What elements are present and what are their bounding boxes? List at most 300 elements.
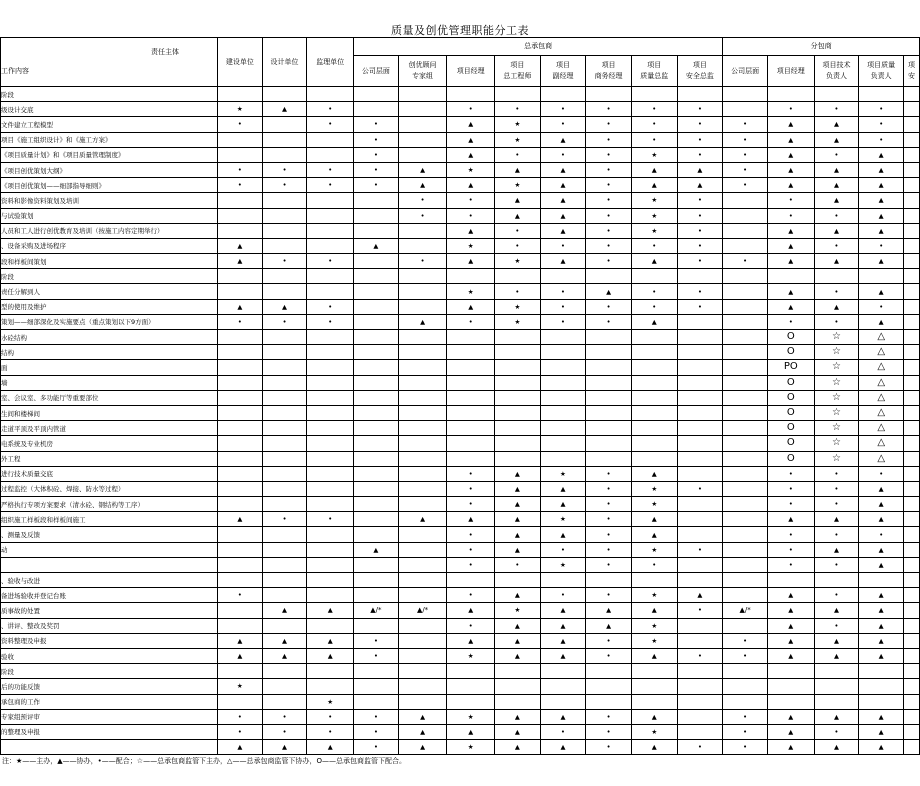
table-cell: • (398, 254, 447, 269)
table-cell (586, 375, 632, 390)
table-cell (723, 664, 768, 679)
row-label (1, 740, 218, 755)
table-cell (217, 405, 262, 420)
table-cell: ▲ (540, 527, 586, 542)
row-label: 水砼结构 (1, 330, 218, 345)
table-cell: • (677, 603, 723, 618)
table-cell: ▲ (767, 147, 814, 162)
table-cell: ▲ (495, 481, 541, 496)
table-cell: ▲ (354, 238, 399, 253)
table-row (1, 618, 920, 633)
header-line-2: 总工程师 (503, 72, 532, 80)
table-cell (307, 375, 354, 390)
table-cell: • (767, 497, 814, 512)
table-cell (586, 345, 632, 360)
table-cell: • (814, 314, 859, 329)
table-cell: ★ (631, 223, 677, 238)
table-row (1, 542, 920, 557)
table-cell (723, 405, 768, 420)
table-row (1, 193, 920, 208)
table-cell (307, 679, 354, 694)
table-cell (631, 679, 677, 694)
table-cell (217, 466, 262, 481)
table-cell: ▲ (540, 254, 586, 269)
table-cell (723, 299, 768, 314)
table-cell: • (631, 102, 677, 117)
table-cell: ▲ (814, 709, 859, 724)
table-cell: • (631, 238, 677, 253)
table-cell (217, 694, 262, 709)
table-cell (398, 633, 447, 648)
table-cell: ▲ (631, 527, 677, 542)
table-cell (447, 345, 495, 360)
table-cell: • (447, 527, 495, 542)
table-cell (398, 132, 447, 147)
table-cell (495, 345, 541, 360)
table-cell (904, 481, 920, 496)
table-cell (586, 405, 632, 420)
table-cell (307, 405, 354, 420)
table-cell: ▲ (767, 132, 814, 147)
table-cell: ▲ (631, 709, 677, 724)
page-title: 质量及创优管理职能分工表 (391, 24, 529, 37)
table-cell (398, 147, 447, 162)
table-cell (631, 573, 677, 588)
table-row (1, 588, 920, 603)
table-cell (495, 694, 541, 709)
table-cell: ▲ (398, 724, 447, 739)
table-cell (540, 451, 586, 466)
table-cell (904, 573, 920, 588)
table-cell (677, 421, 723, 436)
table-cell (217, 193, 262, 208)
table-cell (262, 573, 307, 588)
table-cell: • (586, 709, 632, 724)
table-cell (217, 147, 262, 162)
table-cell: ★ (631, 147, 677, 162)
table-cell: ▲ (859, 147, 904, 162)
table-cell (631, 269, 677, 284)
table-cell: ▲ (495, 709, 541, 724)
header-group-subcontractor: 分包商 (723, 38, 920, 56)
table-cell (354, 208, 399, 223)
table-cell (904, 208, 920, 223)
table-cell: ▲ (540, 633, 586, 648)
table-cell (354, 618, 399, 633)
table-cell: • (307, 254, 354, 269)
table-cell (677, 466, 723, 481)
table-cell: • (586, 254, 632, 269)
table-cell: ▲ (495, 512, 541, 527)
table-cell: ▲ (767, 284, 814, 299)
table-cell (677, 679, 723, 694)
table-cell: ★ (631, 481, 677, 496)
table-cell (723, 193, 768, 208)
table-cell (677, 664, 723, 679)
table-cell (217, 360, 262, 375)
table-cell: ▲ (586, 603, 632, 618)
table-row (1, 284, 920, 299)
row-label: 、验收与改进 (1, 573, 218, 588)
header-gc-col-2 (398, 56, 447, 87)
table-cell (307, 451, 354, 466)
table-cell (540, 405, 586, 420)
table-cell: • (814, 208, 859, 223)
table-cell (262, 542, 307, 557)
table-cell (354, 390, 399, 405)
table-cell (586, 451, 632, 466)
table-cell: ▲ (217, 254, 262, 269)
table-cell: ★ (631, 724, 677, 739)
table-cell (677, 573, 723, 588)
table-cell: ▲ (767, 299, 814, 314)
table-cell (586, 390, 632, 405)
table-cell: ★ (447, 284, 495, 299)
header-gc-col-5 (540, 56, 586, 87)
table-cell: O (767, 436, 814, 451)
table-cell (217, 87, 262, 102)
table-cell: ▲ (495, 633, 541, 648)
table-cell: • (677, 132, 723, 147)
table-cell (262, 421, 307, 436)
table-cell: • (859, 527, 904, 542)
row-label: 责任分解到人 (1, 284, 218, 299)
table-cell: ▲ (540, 178, 586, 193)
header-line-1: 项目质量 (867, 61, 896, 69)
row-label: 、讲评、整改及奖罚 (1, 618, 218, 633)
table-cell: • (723, 147, 768, 162)
table-cell (398, 466, 447, 481)
table-cell: △ (859, 451, 904, 466)
table-cell (217, 618, 262, 633)
table-cell (262, 618, 307, 633)
table-cell: ▲ (398, 162, 447, 177)
table-row (1, 436, 920, 451)
table-cell: ▲ (307, 603, 354, 618)
table-cell: • (307, 162, 354, 177)
table-cell (307, 284, 354, 299)
table-cell: ▲ (262, 299, 307, 314)
table-cell (677, 633, 723, 648)
table-cell: • (586, 557, 632, 572)
table-cell: • (677, 284, 723, 299)
table-cell: ★ (447, 709, 495, 724)
table-cell: • (631, 557, 677, 572)
table-cell (307, 147, 354, 162)
row-label: 备进场验收并登记台账 (1, 588, 218, 603)
table-cell: ▲ (631, 466, 677, 481)
table-cell (217, 451, 262, 466)
table-cell (540, 421, 586, 436)
table-cell (398, 375, 447, 390)
table-cell (904, 269, 920, 284)
table-cell (904, 147, 920, 162)
table-row (1, 299, 920, 314)
table-cell (307, 481, 354, 496)
table-cell: ▲ (217, 238, 262, 253)
table-cell: ▲ (447, 512, 495, 527)
table-cell: • (814, 527, 859, 542)
table-cell: • (447, 481, 495, 496)
table-cell: • (262, 314, 307, 329)
table-cell (217, 269, 262, 284)
table-cell: ▲ (767, 238, 814, 253)
header-group-general-contractor: 总承包商 (354, 38, 723, 56)
table-row (1, 102, 920, 117)
table-cell: • (495, 284, 541, 299)
table-cell: ▲ (767, 603, 814, 618)
table-cell (262, 360, 307, 375)
table-cell (447, 405, 495, 420)
table-cell (495, 679, 541, 694)
table-row (1, 238, 920, 253)
table-cell (217, 664, 262, 679)
header-line-2: 负责人 (825, 72, 847, 80)
table-cell: • (540, 117, 586, 132)
table-cell: • (586, 117, 632, 132)
table-cell: ▲ (398, 709, 447, 724)
table-cell: ▲ (631, 648, 677, 663)
table-cell: • (354, 147, 399, 162)
header-line-1: 项目 (692, 61, 707, 69)
table-cell: ▲ (859, 314, 904, 329)
table-cell: • (814, 147, 859, 162)
table-cell: ▲ (495, 648, 541, 663)
table-cell (447, 573, 495, 588)
table-cell (354, 223, 399, 238)
table-cell (354, 102, 399, 117)
table-cell: • (767, 102, 814, 117)
table-cell (354, 284, 399, 299)
table-cell (677, 497, 723, 512)
table-cell: • (677, 238, 723, 253)
table-cell: • (723, 178, 768, 193)
table-cell (904, 542, 920, 557)
table-cell: ▲ (631, 162, 677, 177)
table-cell: • (307, 709, 354, 724)
table-cell: ▲ (495, 740, 541, 755)
table-cell: • (217, 162, 262, 177)
table-cell: ▲ (767, 512, 814, 527)
table-cell (723, 314, 768, 329)
table-cell (586, 694, 632, 709)
table-cell (540, 664, 586, 679)
table-cell (904, 497, 920, 512)
table-cell (723, 618, 768, 633)
table-cell: ▲ (495, 542, 541, 557)
table-cell: ▲ (217, 299, 262, 314)
table-cell (723, 466, 768, 481)
table-cell (398, 573, 447, 588)
table-cell: • (677, 147, 723, 162)
table-cell: ▲ (814, 542, 859, 557)
table-cell (307, 208, 354, 223)
table-cell (217, 345, 262, 360)
table-cell (262, 223, 307, 238)
table-cell: ▲ (447, 223, 495, 238)
header-line-1: 公司层面 (361, 66, 390, 75)
table-cell: • (586, 648, 632, 663)
table-cell: ▲ (398, 314, 447, 329)
table-cell (354, 314, 399, 329)
table-cell (540, 375, 586, 390)
table-cell (354, 573, 399, 588)
table-cell (814, 694, 859, 709)
table-cell (586, 679, 632, 694)
table-cell (447, 664, 495, 679)
table-row (1, 466, 920, 481)
table-cell: ★ (495, 178, 541, 193)
table-cell (398, 664, 447, 679)
table-cell (307, 618, 354, 633)
table-cell: ▲ (354, 542, 399, 557)
header-line-2: 副经理 (552, 72, 574, 80)
table-cell (540, 573, 586, 588)
table-cell: △ (859, 405, 904, 420)
table-cell: ▲ (495, 618, 541, 633)
table-cell: ▲ (447, 254, 495, 269)
table-cell (904, 223, 920, 238)
table-cell: ▲ (217, 740, 262, 755)
table-cell: • (447, 557, 495, 572)
table-cell (677, 436, 723, 451)
table-cell: • (540, 588, 586, 603)
table-cell: • (859, 102, 904, 117)
table-cell: ★ (540, 512, 586, 527)
table-cell: ▲ (217, 512, 262, 527)
table-cell (262, 345, 307, 360)
table-cell (495, 390, 541, 405)
table-cell (398, 648, 447, 663)
table-cell (723, 557, 768, 572)
table-row (1, 512, 920, 527)
table-cell: • (495, 238, 541, 253)
table-cell: ▲/* (723, 603, 768, 618)
table-cell: • (540, 314, 586, 329)
table-cell: O (767, 405, 814, 420)
header-line-1: 项目 (510, 61, 525, 69)
table-cell (540, 436, 586, 451)
table-row (1, 648, 920, 663)
table-cell: • (677, 648, 723, 663)
table-cell: ▲ (398, 740, 447, 755)
table-cell (262, 497, 307, 512)
table-cell: ★ (631, 588, 677, 603)
table-cell: ▲ (217, 633, 262, 648)
table-cell (262, 208, 307, 223)
table-cell: • (307, 314, 354, 329)
table-row (1, 269, 920, 284)
table-cell (586, 664, 632, 679)
table-cell: • (723, 709, 768, 724)
table-cell: • (631, 117, 677, 132)
table-cell (354, 557, 399, 572)
table-cell: ▲ (540, 618, 586, 633)
table-cell (217, 436, 262, 451)
table-cell (307, 132, 354, 147)
table-cell: ▲ (262, 740, 307, 755)
table-cell: • (814, 588, 859, 603)
table-cell (677, 512, 723, 527)
table-cell: ▲/* (354, 603, 399, 618)
table-cell (262, 451, 307, 466)
table-cell (398, 694, 447, 709)
table-cell: • (586, 193, 632, 208)
table-row (1, 724, 920, 739)
table-cell (398, 238, 447, 253)
table-cell: • (495, 147, 541, 162)
table-cell: • (767, 481, 814, 496)
table-cell: ▲ (859, 709, 904, 724)
table-cell: • (631, 299, 677, 314)
table-cell: ★ (447, 162, 495, 177)
table-cell (723, 451, 768, 466)
table-cell: ▲ (262, 603, 307, 618)
table-cell: ▲ (540, 132, 586, 147)
header-line-1: 项目 (647, 61, 662, 69)
table-cell: • (262, 178, 307, 193)
table-cell: • (354, 117, 399, 132)
table-cell: • (495, 557, 541, 572)
table-cell: ▲ (767, 223, 814, 238)
table-cell: ▲ (677, 162, 723, 177)
table-cell (767, 694, 814, 709)
table-cell (398, 330, 447, 345)
table-cell: ▲ (586, 284, 632, 299)
table-cell (904, 238, 920, 253)
table-cell (904, 299, 920, 314)
table-cell: ★ (447, 740, 495, 755)
row-label: 人员和工人进行创优教育及培训（按施工内容定期举行） (1, 223, 218, 238)
table-cell: ▲ (447, 633, 495, 648)
table-cell (586, 573, 632, 588)
row-label: 面 (1, 360, 218, 375)
row-label: 《项目创优策划——细部指导细则》 (1, 178, 218, 193)
table-cell: ▲ (447, 724, 495, 739)
table-cell: ▲ (495, 466, 541, 481)
table-cell: • (814, 481, 859, 496)
table-cell: • (217, 709, 262, 724)
table-cell (495, 269, 541, 284)
table-cell (677, 405, 723, 420)
table-cell: O (767, 390, 814, 405)
table-cell (354, 436, 399, 451)
table-cell: ▲ (631, 512, 677, 527)
header-corner (1, 38, 218, 87)
table-cell: ☆ (814, 436, 859, 451)
table-cell (677, 375, 723, 390)
table-cell (586, 87, 632, 102)
table-cell (904, 254, 920, 269)
table-cell (723, 269, 768, 284)
table-cell (631, 694, 677, 709)
header-col-2: 设计单位 (262, 38, 307, 87)
table-cell: ▲/* (398, 603, 447, 618)
header-gc-col-1 (354, 56, 399, 87)
table-cell: ▲ (859, 633, 904, 648)
table-cell: • (586, 740, 632, 755)
header-line-1: 创优顾问 (408, 61, 437, 69)
table-cell (307, 345, 354, 360)
table-cell (767, 664, 814, 679)
table-cell: • (859, 466, 904, 481)
table-cell (354, 87, 399, 102)
table-cell: • (723, 633, 768, 648)
table-cell (631, 330, 677, 345)
table-cell (767, 87, 814, 102)
table-cell: • (677, 299, 723, 314)
table-cell: ▲ (217, 648, 262, 663)
